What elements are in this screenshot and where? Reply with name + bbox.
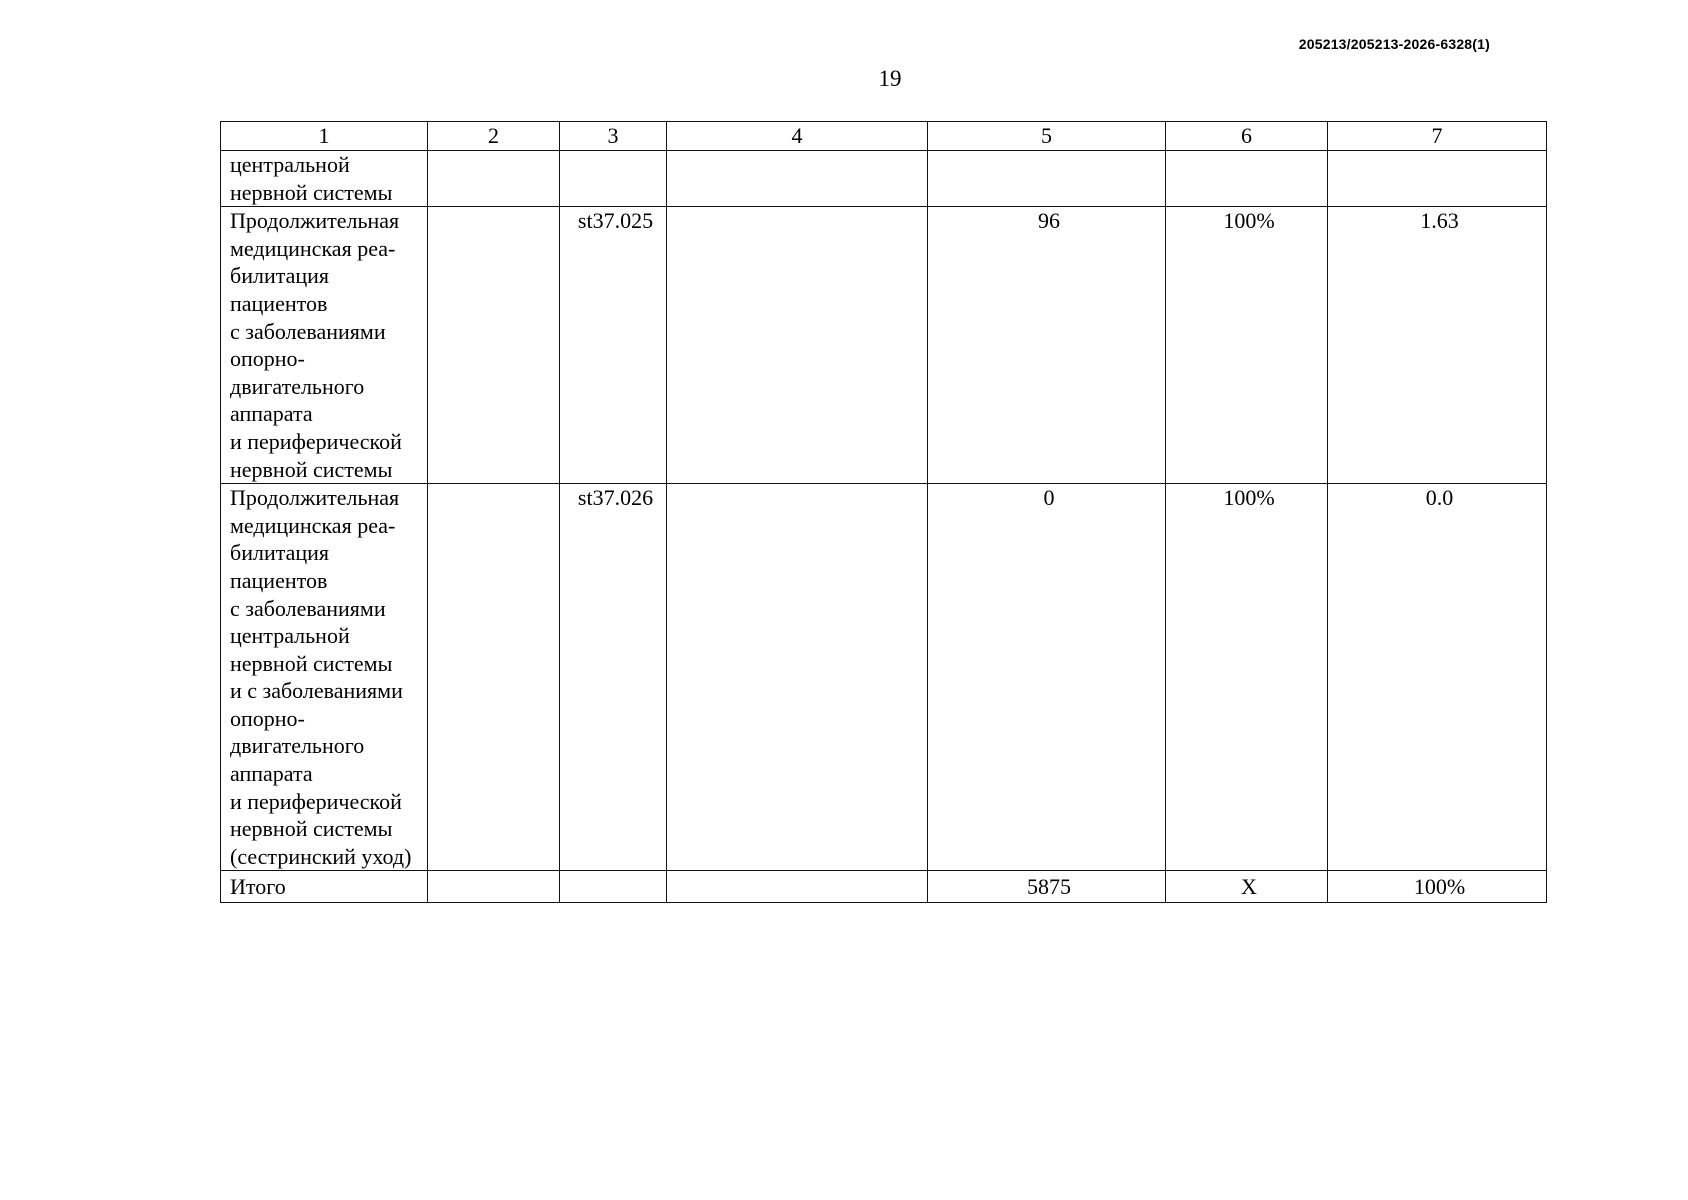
table-row xyxy=(221,151,1547,207)
table-header-row xyxy=(221,122,1547,151)
row-col4-cell xyxy=(667,484,928,871)
row-col2-cell xyxy=(428,151,560,207)
data-table xyxy=(220,121,1547,903)
table-row xyxy=(221,207,1547,484)
header-cell: 1 xyxy=(221,122,428,151)
total-label-cell: Итого xyxy=(221,871,428,903)
row-quantity-cell: 0 xyxy=(928,484,1166,871)
row-quantity-cell: 96 xyxy=(928,207,1166,484)
row-share-cell: 100% xyxy=(1166,484,1328,871)
row-coefficient-cell xyxy=(1328,151,1547,207)
row-col2-cell xyxy=(428,207,560,484)
total-share-cell: Х xyxy=(1166,871,1328,903)
row-share-cell xyxy=(1166,151,1328,207)
row-code-cell: st37.026 xyxy=(560,484,667,871)
row-coefficient-cell: 1.63 xyxy=(1328,207,1547,484)
header-cell: 6 xyxy=(1166,122,1328,151)
row-share-cell: 100% xyxy=(1166,207,1328,484)
row-code-cell xyxy=(560,151,667,207)
total-row xyxy=(221,871,1547,903)
header-cell: 3 xyxy=(560,122,667,151)
document-id: 205213/205213-2026-6328(1) xyxy=(1298,36,1490,52)
total-col4-cell xyxy=(667,871,928,903)
total-col3-cell xyxy=(560,871,667,903)
row-col4-cell xyxy=(667,207,928,484)
row-name-cell: центральной нервной системы xyxy=(221,151,428,207)
page-number: 19 xyxy=(878,66,902,91)
row-col2-cell xyxy=(428,484,560,871)
header-cell: 2 xyxy=(428,122,560,151)
row-code-cell: st37.025 xyxy=(560,207,667,484)
row-name-cell: Продолжительная медицинская реа- билитация пациентов с заболеваниями центральной нервной системы и с заболеваниями опорно- двигательного аппарата и периферической нервной системы (сестринский уход) xyxy=(221,484,428,871)
total-coefficient-cell: 100% xyxy=(1328,871,1547,903)
header-cell: 5 xyxy=(928,122,1166,151)
total-col2-cell xyxy=(428,871,560,903)
row-quantity-cell xyxy=(928,151,1166,207)
row-coefficient-cell: 0.0 xyxy=(1328,484,1547,871)
total-quantity-cell: 5875 xyxy=(928,871,1166,903)
row-col4-cell xyxy=(667,151,928,207)
header-cell: 4 xyxy=(667,122,928,151)
row-name-cell: Продолжительная медицинская реа- билитация пациентов с заболеваниями опорно- двигательного аппарата и периферической нервной системы xyxy=(221,207,428,484)
header-cell: 7 xyxy=(1328,122,1547,151)
table-row xyxy=(221,484,1547,871)
